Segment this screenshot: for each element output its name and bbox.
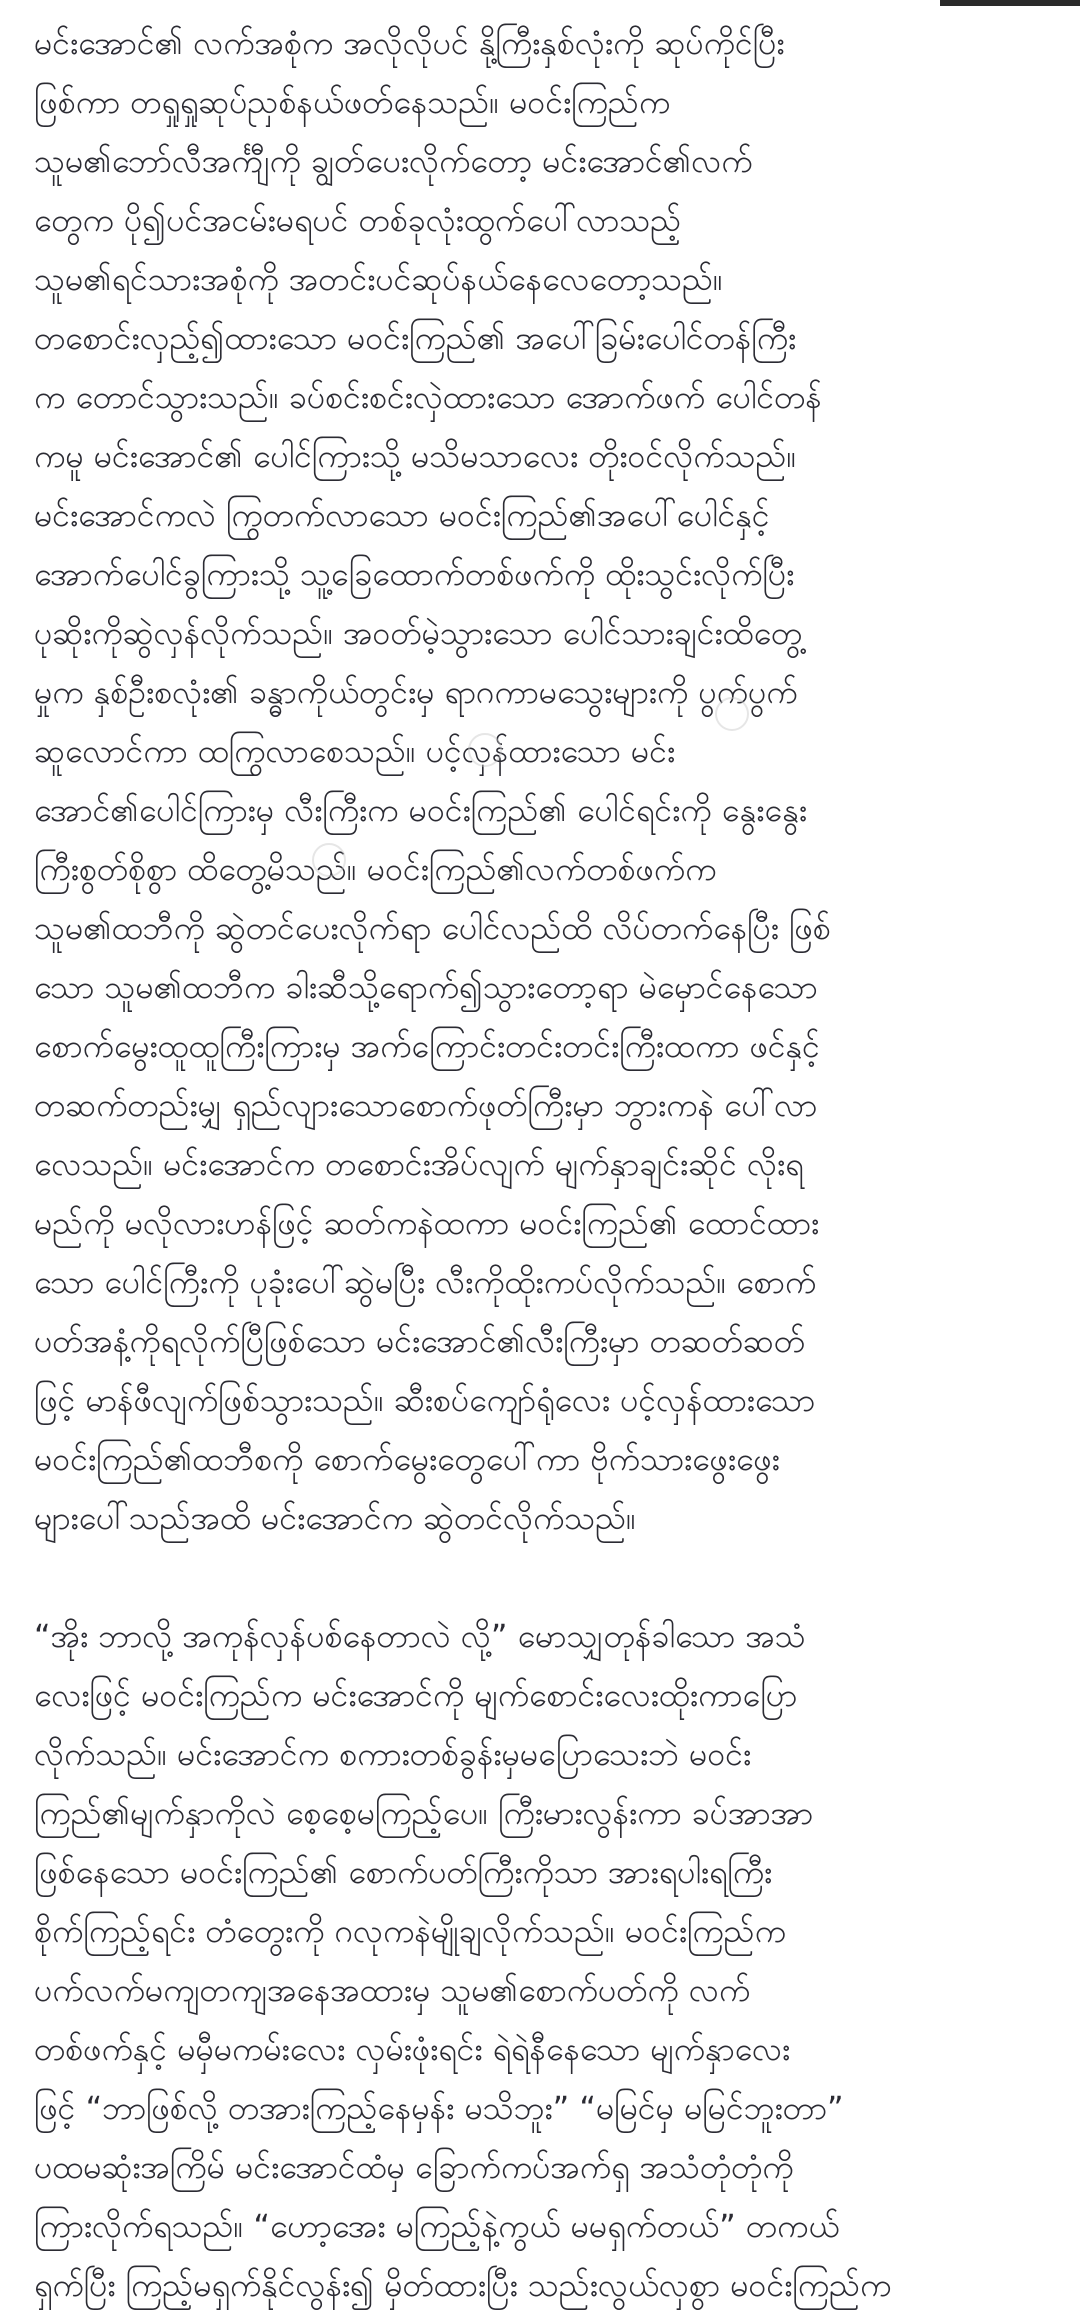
text-line: လိုက်သည်။ မင်းအောင်က စကားတစ်ခွန်းမှမပြောသေးဘဲ မဝင်း <box>34 1735 752 1773</box>
text-line: စိုက်ကြည့်ရင်း တံတွေးကို ဂလုကနဲမျိုချလိုက်သည်။ မဝင်းကြည်က <box>34 1912 786 1950</box>
text-line: ကြီးစွတ်စိုစွာ ထိတွေ့မိသည်။ မဝင်းကြည်၏လက်တစ်ဖက်က <box>34 850 717 888</box>
text-line: ကမူ မင်းအောင်၏ ပေါင်ကြားသို့ မသိမသာလေး တိုးဝင်လိုက်သည်။ <box>34 437 797 475</box>
text-line: ကြည်၏မျက်နှာကိုလဲ စေ့စေ့မကြည့်ပေ။ ကြီးမားလွန်းကာ ခပ်အာအာ <box>34 1794 814 1832</box>
text-line: မဝင်းကြည်၏ထဘီစကို စောက်မွေးတွေပေါ်ကာ ဗိုက်သားဖွေးဖွေး <box>34 1440 780 1478</box>
text-line: အောက်ပေါင်ခွကြားသို့ သူ့ခြေထောက်တစ်ဖက်ကို ထိုးသွင်းလိုက်ပြီး <box>34 555 795 593</box>
text-line: လေးဖြင့် မဝင်းကြည်က မင်းအောင်ကို မျက်စောင်းလေးထိုးကာပြော <box>34 1676 798 1714</box>
text-line: က တောင်သွားသည်။ ခပ်စင်းစင်းလှဲထားသော အောက်ဖက် ပေါင်တန် <box>34 378 822 416</box>
touch-indicator <box>468 733 502 767</box>
text-line: သူမ၏ရင်သားအစုံကို အတင်းပင်ဆုပ်နယ်နေလေတော့သည်။ <box>34 260 723 298</box>
text-line: သော သူမ၏ထဘီက ခါးဆီသို့ရောက်၍သွားတော့ရာ မဲမှောင်နေသော <box>34 968 818 1006</box>
text-line: ဖြင့် မာန်ဖီလျက်ဖြစ်သွားသည်။ ဆီးစပ်ကျော်ရုံလေး ပင့်လှန်ထားသော <box>34 1381 816 1419</box>
text-line: ပက်လက်မကျတကျအနေအထားမှ သူမ၏စောက်ပတ်ကို လက် <box>34 1971 751 2009</box>
text-line: သော ပေါင်ကြီးကို ပုခုံးပေါ်ဆွဲမပြီး လီးကိုထိုးကပ်လိုက်သည်။ စောက် <box>34 1263 817 1301</box>
text-line: ဖြစ်ကာ တရှုရှုဆုပ်ညှစ်နယ်ဖတ်နေသည်။ မဝင်းကြည်က <box>34 83 671 121</box>
text-line: ရှက်ပြီး ကြည့်မရှက်နိုင်လွန်း၍ မှိတ်ထားပြီး သည်းလွယ်လှစွာ မဝင်းကြည်က <box>34 2266 892 2304</box>
text-line: မင်းအောင်ကလဲ ကြွတက်လာသော မဝင်းကြည်၏အပေါ်ပေါင်နှင့် <box>34 496 770 534</box>
text-line: ဖြင့် “ဘာဖြစ်လို့ တအားကြည့်နေမှန်း မသိဘူး” “မမြင်မှ မမြင်ဘူးတာ” <box>34 2089 844 2127</box>
story-text <box>34 14 1050 2315</box>
text-line: ကြားလိုက်ရသည်။ “ဟော့အေး မကြည့်နဲ့ကွယ် မမရှက်တယ်” တကယ် <box>34 2207 840 2245</box>
paragraph-2 <box>34 1607 1050 2315</box>
text-line: တွေက ပို၍ပင်အငမ်းမရပင် တစ်ခုလုံးထွက်ပေါ်လာသည့် <box>34 201 682 239</box>
text-line: “အိုး ဘာလို့ အကုန်လှန်ပစ်နေတာလဲ လို့” မောသျှတုန်ခါသော အသံ <box>34 1617 806 1655</box>
text-line: များပေါ်သည်အထိ မင်းအောင်က ဆွဲတင်လိုက်သည်။ <box>34 1499 636 1537</box>
text-line: ပတ်အနံ့ကိုရလိုက်ပြီဖြစ်သော မင်းအောင်၏လီးကြီးမှာ တဆတ်ဆတ် <box>34 1322 805 1360</box>
text-line: သူမ၏ဘော်လီအင်္ကျီကို ချွတ်ပေးလိုက်တော့ မင်းအောင်၏လက် <box>34 142 753 180</box>
touch-indicator <box>312 843 346 877</box>
text-line: မည်ကို မလိုလားဟန်ဖြင့် ဆတ်ကနဲထကာ မဝင်းကြည်၏ ထောင်ထား <box>34 1204 820 1242</box>
status-bar-edge <box>940 0 1080 6</box>
text-line: အောင်၏ပေါင်ကြားမှ လီးကြီးက မဝင်းကြည်၏ ပေါင်ရင်းကို နွေးနွေး <box>34 791 808 829</box>
text-line: ဆူလောင်ကာ ထကြွလာစေသည်။ ပင့်လှန်ထားသော မင်း <box>34 732 676 770</box>
text-line: မှုက နှစ်ဦးစလုံး၏ ခန္ဓာကိုယ်တွင်းမှ ရာဂကာမသွေးများကို ပွက်ပွက် <box>34 673 798 711</box>
text-line: မင်းအောင်၏ လက်အစုံက အလိုလိုပင် နို့ကြီးနှစ်လုံးကို ဆုပ်ကိုင်ပြီး <box>34 24 785 62</box>
text-line: သူမ၏ထဘီကို ဆွဲတင်ပေးလိုက်ရာ ပေါင်လည်ထိ လိပ်တက်နေပြီး ဖြစ် <box>34 909 831 947</box>
text-line: ပုဆိုးကိုဆွဲလှန်လိုက်သည်။ အဝတ်မဲ့သွားသော ပေါင်သားချင်းထိတွေ့ <box>34 614 803 652</box>
text-line: တဆက်တည်းမျှ ရှည်လျားသောစောက်ဖုတ်ကြီးမှာ ဘွားကနဲ ပေါ်လာ <box>34 1086 818 1124</box>
touch-indicator <box>715 697 749 731</box>
text-line: လေသည်။ မင်းအောင်က တစောင်းအိပ်လျက် မျက်နှာချင်းဆိုင် လိုးရ <box>34 1145 804 1183</box>
paragraph-1 <box>34 14 1050 1548</box>
text-line: ပထမဆုံးအကြိမ် မင်းအောင်ထံမှ ခြောက်ကပ်အက်ရှ အသံတုံတုံကို <box>34 2148 794 2186</box>
text-line: တစောင်းလှည့်၍ထားသော မဝင်းကြည်၏ အပေါ်ခြမ်းပေါင်တန်ကြီး <box>34 319 797 357</box>
paragraph-gap <box>34 1548 1050 1607</box>
text-line: ဖြစ်နေသော မဝင်းကြည်၏ စောက်ပတ်ကြီးကိုသာ အားရပါးရကြီး <box>34 1853 773 1891</box>
text-line: စောက်မွေးထူထူကြီးကြားမှ အက်ကြောင်းတင်းတင်းကြီးထကာ ဖင်နှင့် <box>34 1027 820 1065</box>
text-line: တစ်ဖက်နှင့် မမှီမကမ်းလေး လှမ်းဖုံးရင်း ရဲရဲနီနေသော မျက်နှာလေး <box>34 2030 791 2068</box>
